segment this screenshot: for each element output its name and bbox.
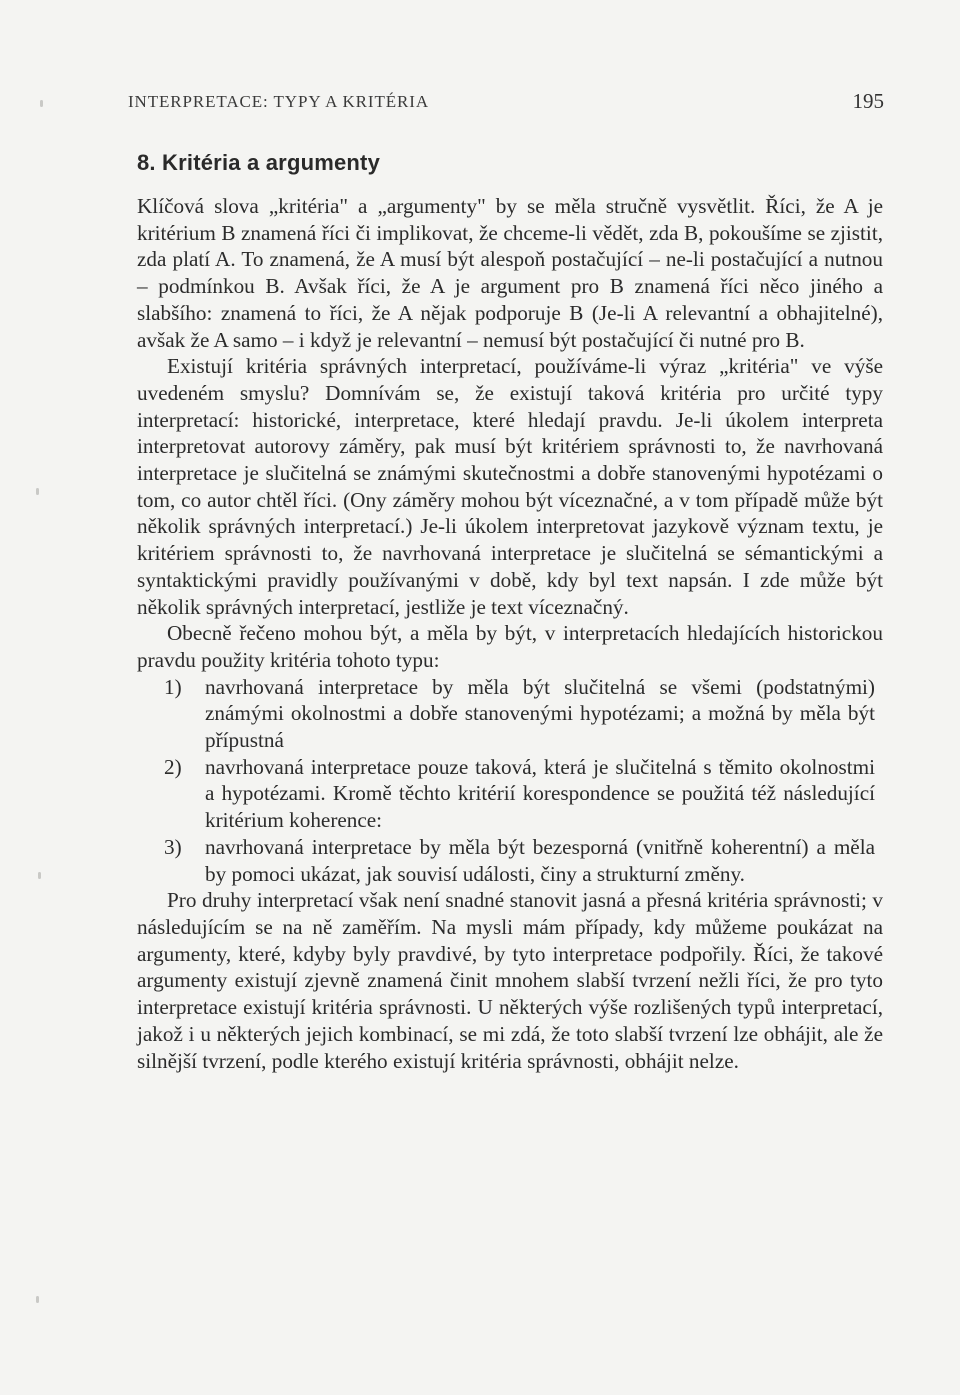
scan-speck xyxy=(40,100,43,107)
list-item-text: navrhovaná interpretace pouze taková, která je slučitelná s těmito okolnostmi a hypotézami. Kromě těchto kritérií korespondence se použitá též následující kritérium koherence: xyxy=(205,754,875,833)
page-number: 195 xyxy=(852,89,884,113)
scan-speck xyxy=(36,1296,39,1303)
body-text xyxy=(137,193,883,1074)
paragraph-criteria-existence: Existují kritéria správných interpretací, používáme-li výraz „kritéria" ve výše uvedeném smyslu? Domnívám se, že existují taková kritéria pro určité typy interpretací: historické, interpretace, které hledají pravdu. Je-li úkolem interpreta interpretovat autorovy záměry, pak musí být kritériem správnosti to, že navrhovaná interpretace je slučitelná se známými skutečnostmi a dobře stanovenými hypotézami o tom, co autor chtěl říci. (Ony záměry mohou být víceznačné, a v tom případě může být několik správných interpretací.) Je-li úkolem interpretovat jazykově význam textu, je kritériem správnosti to, že navrhovaná interpretace je slučitelná se sémantickými a syntaktickými pravidly používanými v době, kdy byl text napsán. I zde může být několik správných interpretací, jestliže je text víceznačný. xyxy=(137,354,883,619)
list-item-number: 1) xyxy=(164,674,182,699)
paragraph-criteria-intro: Obecně řečeno mohou být, a měla by být, v interpretacích hledajících historickou pravdu použity kritéria tohoto typu: xyxy=(137,621,883,672)
list-item-text: navrhovaná interpretace by měla být bezesporná (vnitřně koherentní) a měla by pomoci ukázat, jak souvisí události, činy a strukturní změny. xyxy=(205,834,875,886)
paragraph-closing: Pro druhy interpretací však není snadné stanovit jasná a přesná kritéria správnosti; v následujícím se na ně zaměřím. Na mysli mám případy, kdy můžeme poukázat na argumenty, které, kdyby byly pravdivé, by tyto interpretace podpořily. Říci, že takové argumenty existují zjevně znamená činit mnohem slabší tvrzení nežli říci, že pro tyto interpretace existují kritéria správnosti. U některých výše rozlišených typů interpretací, jakož i u některých jejich kombinací, se mi zdá, že toto slabší tvrzení lze obhájit, ale že silnější tvrzení, podle kterého existují kritéria správnosti, obhájit nelze. xyxy=(137,888,883,1073)
scan-speck xyxy=(36,488,39,495)
list-item-number: 3) xyxy=(164,834,182,859)
running-title: INTERPRETACE: TYPY A KRITÉRIA xyxy=(128,92,429,111)
list-item xyxy=(137,674,883,754)
list-item xyxy=(137,834,883,887)
section-title: 8. Kritéria a argumenty xyxy=(137,150,381,175)
scan-speck xyxy=(38,872,41,879)
running-head xyxy=(128,89,884,116)
criteria-list xyxy=(137,674,883,888)
list-item-text: navrhovaná interpretace by měla být slučitelná se všemi (podstatnými) známými okolnostmi a dobře stanovenými hypotézami; a možná by měla být přípustná xyxy=(205,674,875,753)
list-item xyxy=(137,754,883,834)
list-item-number: 2) xyxy=(164,754,182,779)
paragraph-definitions: Klíčová slova „kritéria" a „argumenty" by se měla stručně vysvětlit. Říci, že A je kritérium B znamená říci či implikovat, že chceme-li vědět, zda B, pokoušíme se zjistit, zda platí A. To znamená, že A musí být alespoň postačující – ne-li postačující a nutnou – podmínkou B. Avšak říci, že A je argument pro B znamená říci něco jiného a slabšího: znamená to říci, že A nějak podporuje B (Je-li A relevantní a obhajitelné), avšak že A samo – i když je relevantní – nemusí být postačující či nutné pro B. xyxy=(137,194,883,352)
